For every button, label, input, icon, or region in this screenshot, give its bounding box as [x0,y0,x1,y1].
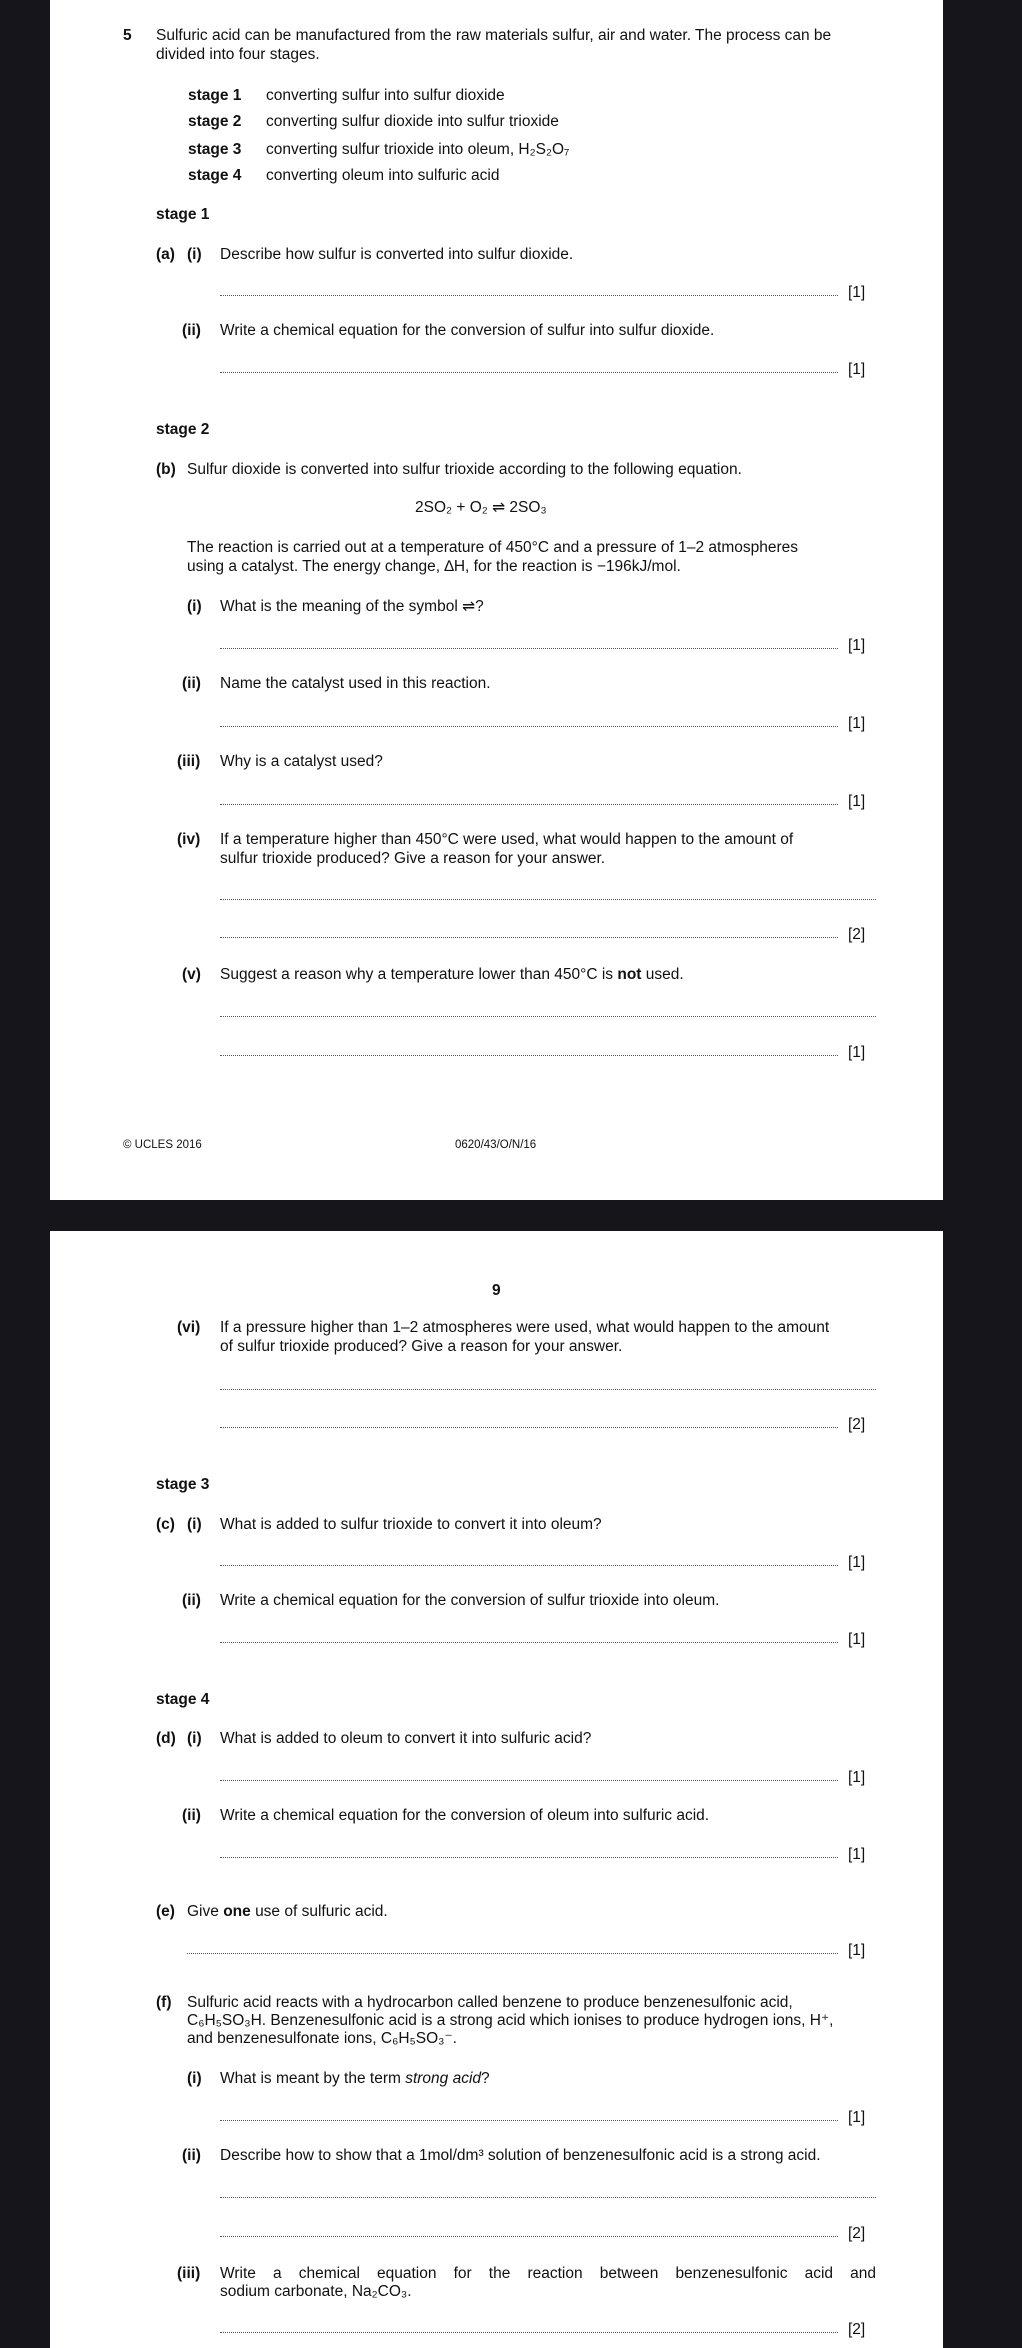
question-text: Write a chemical equation for the conversion of oleum into sulfuric acid. [220,1807,710,1824]
question-text: What is added to oleum to convert it into sulfuric acid? [220,1730,592,1747]
question-text: sulfur trioxide produced? Give a reason for your answer. [220,850,606,867]
answer-line[interactable] [220,295,838,296]
stage-description: converting oleum into sulfuric acid [266,167,500,184]
question-text: Sulfuric acid reacts with a hydrocarbon called benzene to produce benzenesulfonic acid, [187,1994,793,2011]
question-text: The reaction is carried out at a temperature of 450°C and a pressure of 1–2 atmospheres [187,539,799,556]
mark-allocation: [1] [848,1769,866,1786]
question-text: Sulfur dioxide is converted into sulfur trioxide according to the following equation. [187,461,742,478]
question-text: What is added to sulfur trioxide to convert it into oleum? [220,1516,602,1533]
answer-line[interactable] [187,1953,838,1954]
answer-line[interactable] [220,2120,838,2121]
subpart-label: (ii) [182,675,201,692]
mark-allocation: [1] [848,715,866,732]
mark-allocation: [1] [848,1846,866,1863]
section-heading: stage 4 [156,1691,210,1708]
mark-allocation: [1] [848,284,866,301]
question-text: sodium carbonate, Na₂CO₃. [220,2283,412,2300]
answer-line[interactable] [220,1055,838,1056]
question-text: If a temperature higher than 450°C were used, what would happen to the amount of [220,831,794,848]
mark-allocation: [2] [848,2321,866,2338]
chemical-equation: 2SO₂ + O₂ ⇌ 2SO₃ [415,499,547,516]
stage-description: converting sulfur trioxide into oleum, H₂S₂O₇ [266,141,570,158]
question-text: Describe how sulfur is converted into sulfur dioxide. [220,246,574,263]
question-text: Write a chemical equation for the conversion of sulfur into sulfur dioxide. [220,322,715,339]
exam-page-1 [50,0,943,1200]
part-label: (e) [156,1903,175,1920]
stage-label: stage 1 [188,87,242,104]
question-text: Give one use of sulfuric acid. [187,1903,388,1920]
subpart-label: (ii) [182,1807,201,1824]
part-label: (b) [156,461,176,478]
mark-allocation: [1] [848,1044,866,1061]
subpart-label: (v) [182,966,201,983]
mark-allocation: [1] [848,1554,866,1571]
subpart-label: (iii) [177,2265,201,2282]
question-text: and benzenesulfonate ions, C₆H₅SO₃⁻. [187,2030,457,2047]
question-number: 5 [123,27,132,44]
stage-description: converting sulfur into sulfur dioxide [266,87,505,104]
question-text: If a pressure higher than 1–2 atmospheres were used, what would happen to the amount [220,1319,830,1336]
answer-line[interactable] [220,1642,838,1643]
footer-paper-code: 0620/43/O/N/16 [455,1139,537,1151]
question-text: Write a chemical equation for the conversion of sulfur trioxide into oleum. [220,1592,720,1609]
question-text: of sulfur trioxide produced? Give a reason for your answer. [220,1338,623,1355]
question-text: Suggest a reason why a temperature lower than 450°C is not used. [220,966,684,983]
page-number: 9 [492,1282,501,1299]
question-text: What is meant by the term strong acid? [220,2070,490,2087]
answer-line[interactable] [220,1389,876,1390]
answer-line[interactable] [220,1427,838,1428]
question-text: Name the catalyst used in this reaction. [220,675,491,692]
answer-line[interactable] [220,372,838,373]
answer-line[interactable] [220,1857,838,1858]
answer-line[interactable] [220,2197,876,2198]
intro-text: Sulfuric acid can be manufactured from the raw materials sulfur, air and water. The process can be [156,27,832,44]
part-label: (a) [156,246,175,263]
subpart-label: (ii) [182,2147,201,2164]
mark-allocation: [1] [848,2109,866,2126]
subpart-label: (ii) [182,1592,201,1609]
subpart-label: (iii) [177,753,201,770]
mark-allocation: [2] [848,1416,866,1433]
question-text: Write a chemical equation for the reaction between benzenesulfonic acid and [220,2265,876,2282]
section-heading: stage 3 [156,1476,210,1493]
mark-allocation: [1] [848,793,866,810]
mark-allocation: [1] [848,1942,866,1959]
question-text: Why is a catalyst used? [220,753,383,770]
section-heading: stage 1 [156,206,210,223]
mark-allocation: [1] [848,361,866,378]
subpart-label: (iv) [177,831,201,848]
answer-line[interactable] [220,1780,838,1781]
footer-copyright: © UCLES 2016 [123,1139,202,1151]
subpart-label: (i) [187,598,202,615]
answer-line[interactable] [220,648,838,649]
answer-line[interactable] [220,1016,876,1017]
mark-allocation: [2] [848,926,866,943]
question-text: What is the meaning of the symbol ⇌? [220,598,484,615]
stage-label: stage 3 [188,141,242,158]
subpart-label: (i) [187,246,202,263]
question-text: C₆H₅SO₃H. Benzenesulfonic acid is a strong acid which ionises to produce hydrogen ions, H⁺, [187,2012,834,2029]
answer-line[interactable] [220,899,876,900]
answer-line[interactable] [220,1565,838,1566]
subpart-label: (ii) [182,322,201,339]
mark-allocation: [1] [848,1631,866,1648]
stage-label: stage 4 [188,167,242,184]
stage-description: converting sulfur dioxide into sulfur trioxide [266,113,559,130]
part-label: (d) [156,1730,176,1747]
part-label: (f) [156,1994,172,2011]
subpart-label: (i) [187,1730,202,1747]
subpart-label: (i) [187,2070,202,2087]
mark-allocation: [1] [848,637,866,654]
exam-page-2 [50,1231,943,2348]
answer-line[interactable] [220,804,838,805]
question-text: Describe how to show that a 1mol/dm³ solution of benzenesulfonic acid is a strong acid. [220,2147,821,2164]
answer-line[interactable] [220,2332,838,2333]
section-heading: stage 2 [156,421,210,438]
part-label: (c) [156,1516,175,1533]
answer-line[interactable] [220,2236,838,2237]
question-text: using a catalyst. The energy change, ∆H, for the reaction is −196kJ/mol. [187,558,681,575]
subpart-label: (i) [187,1516,202,1533]
stage-label: stage 2 [188,113,242,130]
subpart-label: (vi) [177,1319,201,1336]
answer-line[interactable] [220,726,838,727]
mark-allocation: [2] [848,2225,866,2242]
intro-text: divided into four stages. [156,46,320,63]
answer-line[interactable] [220,937,838,938]
